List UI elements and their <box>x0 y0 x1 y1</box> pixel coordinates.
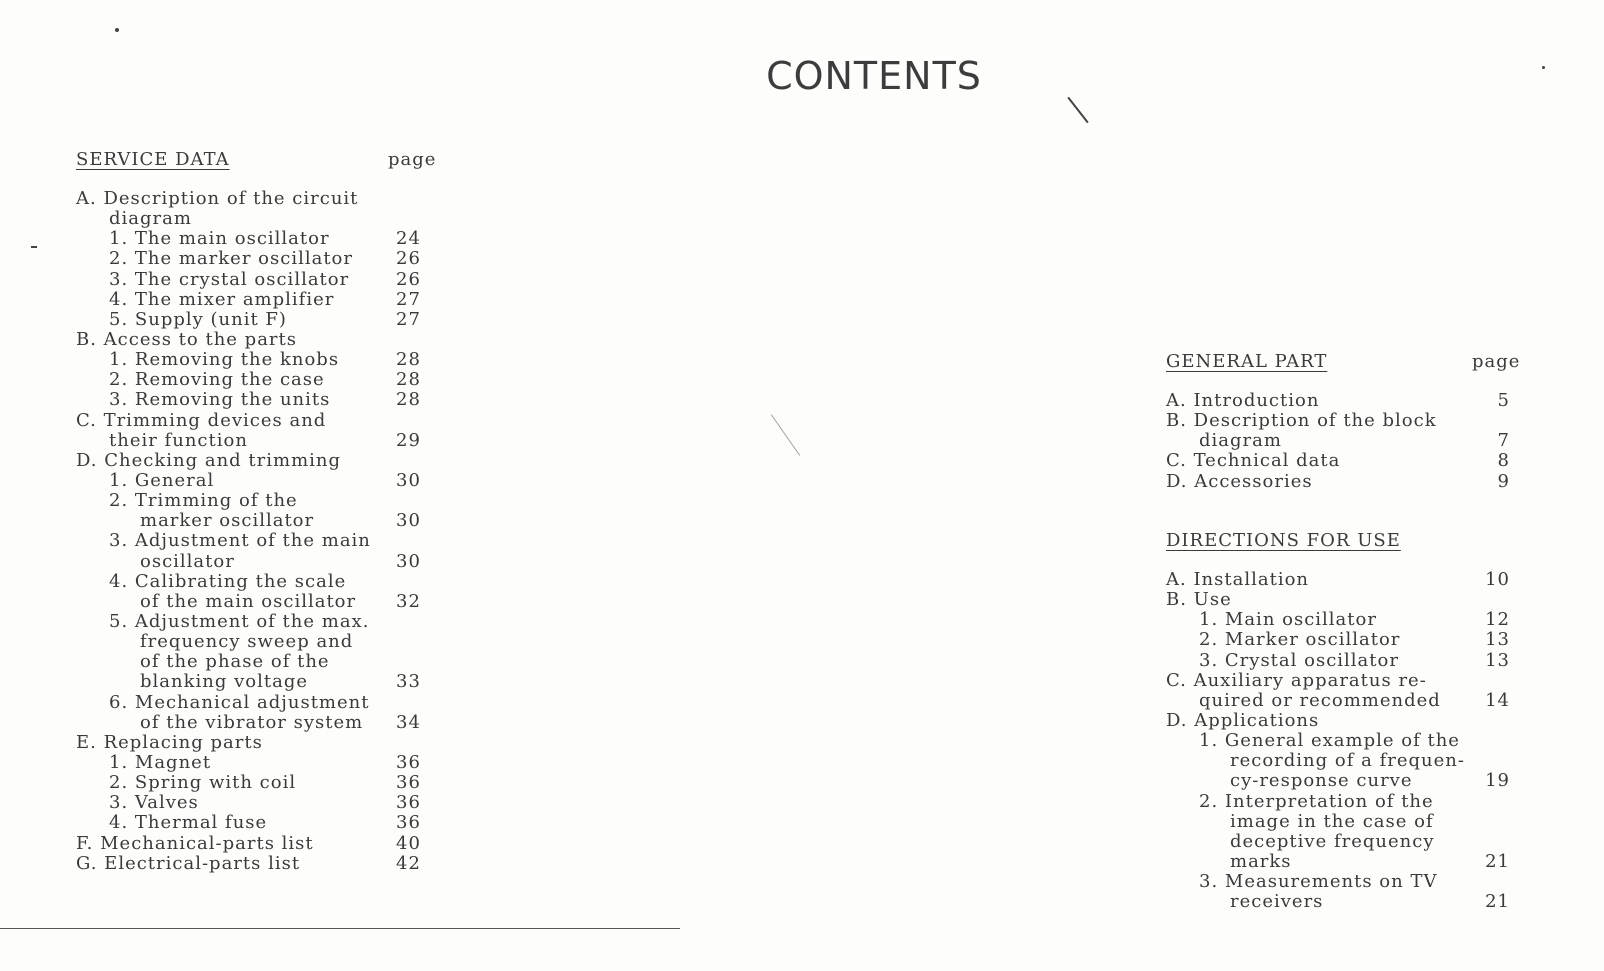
toc-entry-page: 14 <box>1485 689 1510 711</box>
scan-mark <box>771 414 800 456</box>
toc-entry-text: 1. General <box>109 469 215 491</box>
toc-entry-text: G. Electrical-parts list <box>76 852 301 874</box>
toc-entry <box>76 491 436 511</box>
toc-entry-page: 21 <box>1485 850 1510 872</box>
toc-entry-page: 28 <box>396 369 421 391</box>
toc-entry <box>1166 610 1526 630</box>
toc-entry <box>76 552 436 572</box>
toc-entry-page: 40 <box>396 832 421 854</box>
toc-entry-text: 4. Thermal fuse <box>109 812 268 834</box>
toc-entry-text: 3. Crystal oscillator <box>1199 649 1399 671</box>
toc-entry-page: 30 <box>396 510 421 532</box>
toc-entry <box>1166 711 1526 731</box>
toc-entry-text: of the vibrator system <box>140 711 364 733</box>
toc-entry-text: D. Applications <box>1166 709 1320 731</box>
toc-entry-text: cy-response curve <box>1230 770 1413 792</box>
toc-entry <box>76 793 436 813</box>
toc-entry <box>1166 731 1526 751</box>
toc-entry <box>1166 872 1526 892</box>
toc-entry-text: blanking voltage <box>140 671 309 693</box>
toc-entry-page: 30 <box>396 550 421 572</box>
toc-entry-text: diagram <box>1199 430 1282 452</box>
toc-entry <box>76 531 436 551</box>
toc-entry <box>1166 852 1526 872</box>
section-header <box>1166 351 1526 379</box>
toc-entry-page: 28 <box>396 389 421 411</box>
toc-entry-page: 24 <box>396 228 421 250</box>
toc-entry <box>76 189 436 209</box>
toc-entry <box>76 632 436 652</box>
toc-entry <box>76 572 436 592</box>
toc-entry-text: 6. Mechanical adjustment <box>109 691 370 713</box>
toc-entry-text: 3. Adjustment of the main <box>109 530 371 552</box>
toc-entry <box>76 310 436 330</box>
toc-entry-page: 26 <box>396 248 421 270</box>
page-column-label: page <box>1472 351 1521 372</box>
toc-entry <box>1166 691 1526 711</box>
service-data-section <box>76 149 436 874</box>
toc-entry-page: 33 <box>396 671 421 693</box>
bottom-rule <box>0 928 680 929</box>
toc-entry-text: receivers <box>1230 891 1324 913</box>
toc-entry-text: recording of a frequen- <box>1230 750 1465 772</box>
toc-entry <box>1166 671 1526 691</box>
toc-entry-page: 10 <box>1485 569 1510 590</box>
toc-entry <box>76 813 436 833</box>
toc-entry <box>1166 411 1526 431</box>
toc-entry <box>76 713 436 733</box>
toc-entry-page: 42 <box>396 852 421 874</box>
toc-entry <box>76 471 436 491</box>
toc-entry-text: 1. The main oscillator <box>109 228 330 250</box>
toc-entry <box>1166 771 1526 791</box>
general-part-entries <box>1166 391 1526 492</box>
toc-entry-text: 1. Removing the knobs <box>109 349 340 371</box>
page-title: CONTENTS <box>766 54 982 98</box>
toc-entry-page: 8 <box>1497 450 1510 472</box>
toc-entry <box>1166 651 1526 671</box>
toc-entry-text: A. Description of the circuit <box>76 188 359 209</box>
toc-entry <box>1166 792 1526 812</box>
toc-entry-page: 36 <box>396 772 421 794</box>
directions-for-use-section <box>1166 530 1526 912</box>
toc-entry <box>76 350 436 370</box>
toc-entry <box>76 612 436 632</box>
toc-entry <box>76 753 436 773</box>
toc-entry-page: 21 <box>1485 891 1510 913</box>
toc-entry <box>1166 630 1526 650</box>
toc-entry-page: 34 <box>396 711 421 733</box>
toc-entry <box>1166 812 1526 832</box>
toc-entry-page: 36 <box>396 751 421 773</box>
toc-entry <box>76 592 436 612</box>
toc-entry-page: 30 <box>396 469 421 491</box>
general-part-heading: GENERAL PART <box>1166 351 1328 372</box>
service-data-entries <box>76 189 436 874</box>
toc-entry-page: 5 <box>1497 390 1510 411</box>
directions-for-use-heading: DIRECTIONS FOR USE <box>1166 530 1401 551</box>
toc-entry-text: E. Replacing parts <box>76 731 263 753</box>
toc-entry <box>1166 431 1526 451</box>
toc-entry <box>1166 751 1526 771</box>
toc-entry-page: 12 <box>1485 609 1510 631</box>
toc-entry <box>76 834 436 854</box>
toc-entry <box>76 672 436 692</box>
toc-entry <box>76 209 436 229</box>
toc-entry-page: 13 <box>1485 649 1510 671</box>
toc-entry-text: quired or recommended <box>1199 689 1441 711</box>
toc-entry-text: B. Use <box>1166 589 1232 611</box>
toc-entry <box>76 330 436 350</box>
toc-entry-text: 3. Removing the units <box>109 389 331 411</box>
toc-entry-text: B. Description of the block <box>1166 410 1437 432</box>
toc-entry-text: F. Mechanical-parts list <box>76 832 314 854</box>
toc-entry <box>76 511 436 531</box>
toc-entry <box>76 431 436 451</box>
toc-entry <box>1166 570 1526 590</box>
toc-entry <box>76 411 436 431</box>
service-data-heading: SERVICE DATA <box>76 149 230 170</box>
toc-entry <box>76 733 436 753</box>
toc-entry <box>76 693 436 713</box>
page-column-label: page <box>388 149 437 170</box>
toc-entry-text: marker oscillator <box>140 510 315 532</box>
toc-entry <box>1166 832 1526 852</box>
toc-entry <box>1166 892 1526 912</box>
toc-entry-text: oscillator <box>140 550 235 572</box>
toc-entry-text: of the main oscillator <box>140 590 357 612</box>
toc-entry-text: 5. Supply (unit F) <box>109 308 287 330</box>
toc-entry-text: 2. The marker oscillator <box>109 248 353 270</box>
toc-entry-text: frequency sweep and <box>140 631 354 653</box>
toc-entry-page: 32 <box>396 590 421 612</box>
toc-entry-text: 1. Magnet <box>109 751 212 773</box>
toc-entry-text: their function <box>109 429 248 451</box>
toc-entry <box>1166 451 1526 471</box>
toc-entry-page: 9 <box>1497 470 1510 492</box>
toc-entry <box>76 451 436 471</box>
toc-entry-page: 29 <box>396 429 421 451</box>
toc-entry <box>76 270 436 290</box>
toc-entry-page: 27 <box>396 288 421 310</box>
directions-for-use-entries <box>1166 570 1526 912</box>
toc-entry-text: A. Installation <box>1166 569 1310 590</box>
toc-entry <box>76 854 436 874</box>
toc-entry-page: 28 <box>396 349 421 371</box>
toc-entry-text: 3. Valves <box>109 792 199 814</box>
toc-entry <box>76 290 436 310</box>
toc-entry <box>76 370 436 390</box>
toc-entry-page: 7 <box>1497 430 1510 452</box>
toc-entry <box>76 652 436 672</box>
toc-entry-text: 2. Interpretation of the <box>1199 790 1434 812</box>
toc-entry <box>76 249 436 269</box>
toc-entry-text: 4. Calibrating the scale <box>109 570 347 592</box>
section-header <box>1166 530 1526 558</box>
toc-entry-page: 19 <box>1485 770 1510 792</box>
toc-entry-text: C. Technical data <box>1166 450 1341 472</box>
toc-entry <box>1166 391 1526 411</box>
toc-entry-page: 27 <box>396 308 421 330</box>
scan-speck <box>1542 66 1545 69</box>
toc-entry-text: B. Access to the parts <box>76 328 298 350</box>
toc-entry-text: 1. Main oscillator <box>1199 609 1377 631</box>
toc-entry-text: 3. The crystal oscillator <box>109 268 350 290</box>
section-header <box>76 149 436 177</box>
toc-entry-text: C. Auxiliary apparatus re- <box>1166 669 1427 691</box>
scan-mark <box>1067 97 1088 123</box>
toc-entry-text: marks <box>1230 850 1292 872</box>
toc-entry-text: A. Introduction <box>1166 390 1320 411</box>
scan-speck <box>31 246 37 248</box>
toc-entry-text: image in the case of <box>1230 810 1434 832</box>
scan-speck <box>115 28 119 32</box>
toc-entry <box>1166 472 1526 492</box>
toc-entry-text: 3. Measurements on TV <box>1199 871 1438 893</box>
toc-entry-text: D. Checking and trimming <box>76 449 342 471</box>
toc-entry-text: diagram <box>109 208 192 230</box>
toc-entry-text: 2. Marker oscillator <box>1199 629 1401 651</box>
toc-entry-text: D. Accessories <box>1166 470 1313 492</box>
toc-entry-text: C. Trimming devices and <box>76 409 327 431</box>
toc-entry-text: deceptive frequency <box>1230 830 1435 852</box>
toc-entry-page: 36 <box>396 812 421 834</box>
toc-entry-page: 36 <box>396 792 421 814</box>
toc-entry-text: 2. Removing the case <box>109 369 325 391</box>
toc-entry-page: 26 <box>396 268 421 290</box>
toc-entry-text: of the phase of the <box>140 651 330 673</box>
toc-entry <box>1166 590 1526 610</box>
toc-entry-text: 2. Spring with coil <box>109 772 297 794</box>
toc-entry <box>76 229 436 249</box>
toc-entry <box>76 390 436 410</box>
toc-entry-text: 2. Trimming of the <box>109 490 298 512</box>
toc-entry-text: 5. Adjustment of the max. <box>109 610 370 632</box>
toc-entry <box>76 773 436 793</box>
toc-entry-text: 4. The mixer amplifier <box>109 288 335 310</box>
general-part-section <box>1166 351 1526 492</box>
toc-entry-text: 1. General example of the <box>1199 730 1460 752</box>
toc-entry-page: 13 <box>1485 629 1510 651</box>
